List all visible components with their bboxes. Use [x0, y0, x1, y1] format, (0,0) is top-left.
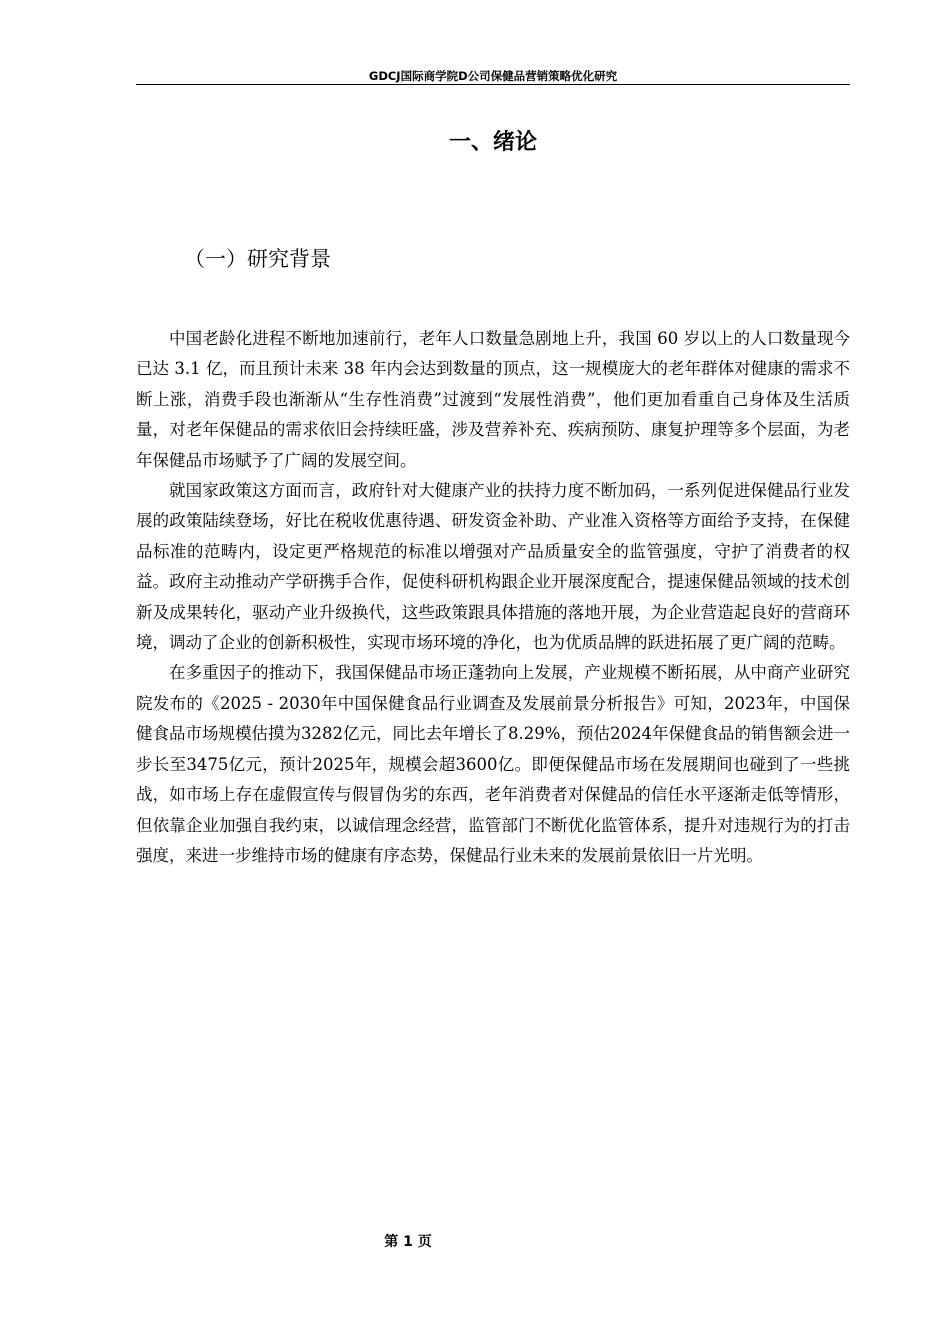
body-text	[136, 324, 850, 871]
paragraph-national-policy: 就国家政策这方面而言，政府针对大健康产业的扶持力度不断加码，一系列促进保健品行业发展的政策陆续登场，好比在税收优惠待遇、研发资金补助、产业准入资格等方面给予支持，在保健品标准的范畴内，设定更严格规范的标准以增强对产品质量安全的监管强度，守护了消费者的权益。政府主动推动产学研携手合作，促使科研机构跟企业开展深度配合，提速保健品领域的技术创新及成果转化，驱动产业升级换代，这些政策跟具体措施的落地开展，为企业营造起良好的营商环境，调动了企业的创新积极性，实现市场环境的净化，也为优质品牌的跃进拓展了更广阔的范畴。	[136, 481, 850, 653]
running-header	[136, 68, 850, 85]
paragraph-market-growth: 在多重因子的推动下，我国保健品市场正蓬勃向上发展，产业规模不断拓展，从中商产业研究院发布的《2025 - 2030年中国保健食品行业调查及发展前景分析报告》可知，2023年，中国保健食品市场规模估摸为3282亿元，同比去年增长了8.29%，预估2024年保健食品的销售额会进一步长至3475亿元，预计2025年，规模会超3600亿。即便保健品市场在发展期间也碰到了一些挑战，如市场上存在虚假宣传与假冒伪劣的东西，老年消费者对保健品的信任水平逐渐走低等情形，但依靠企业加强自我约束，以诚信理念经营，监管部门不断优化监管体系，提升对违规行为的打击强度，来进一步维持市场的健康有序态势，保健品行业未来的发展前景依旧一片光明。	[136, 663, 850, 865]
chapter-title: 一、绪论	[448, 130, 537, 155]
running-header-title: GDCJ国际商学院D公司保健品营销策略优化研究	[368, 69, 618, 83]
paragraph-aging-population: 中国老龄化进程不断地加速前行，老年人口数量急剧地上升，我国 60 岁以上的人口数量现今已达 3.1 亿，而且预计未来 38 年内会达到数量的顶点，这一规模庞大的老年群体对健康的需求不断上涨，消费手段也渐渐从“生存性消费”过渡到“发展性消费”，他们更加看重自己身体及生活质量，对老年保健品的需求依旧会持续旺盛，涉及营养补充、疾病预防、康复护理等多个层面，为老年保健品市场赋予了广阔的发展空间。	[136, 329, 850, 470]
page-number: 第 1 页	[384, 1234, 432, 1250]
section-title: （一）研究背景	[184, 247, 331, 271]
